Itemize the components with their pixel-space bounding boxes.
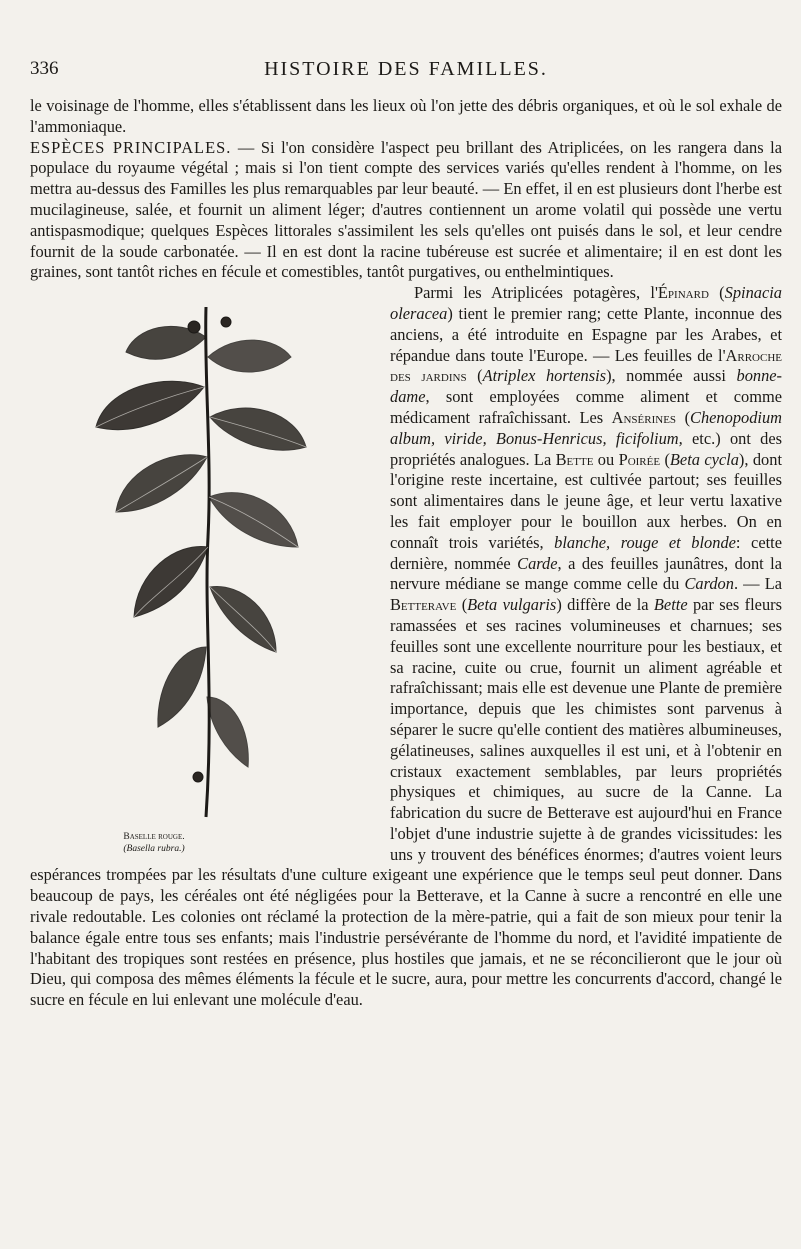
caption-latin-name: (Basella rubra.) (123, 844, 185, 855)
term-poiree: Poirée (618, 449, 661, 469)
text-run: ( (708, 283, 725, 303)
term-bette: Bette (555, 449, 594, 469)
text-run: , sont employées comme aliment et comme médicament rafraîchissant. Les (390, 387, 782, 427)
term-arroche: Arroche des jardins (390, 345, 782, 386)
term-anserines: Ansérines (611, 407, 677, 427)
text-run: ( (660, 449, 670, 469)
text-run: ou (593, 449, 619, 469)
paragraph-especes (30, 138, 782, 284)
plant-illustration (30, 287, 380, 865)
latin-spinacia: Spinacia oleracea (390, 283, 782, 323)
text-run: par ses fleurs ramassées et ses racines volumineuses et charnues; ses feuilles sont une excellente nourriture pour les bestiaux, et sa racine, cuite ou crue, fournit un aliment agréable et rafraîchissant; mais elle est devenue une Plante de première importance, depuis que les chimistes sont parvenus à séparer le sucre qu'elle contient des matières albumineuses, gélatineuses, salines auxquelles il est uni, et à l'obtenir en cristaux exactement semblables, par leurs propriétés physiques et chimiques, au sucre de la Canne. La fabrication du sucre de Betterave est aujourd'hui en France l'objet d'une industrie sujette à de grandes vicissitudes: les uns y trouvent des bénéfices énormes; d'autres voient leurs espérances trompées par les résultats d'une culture exigeant une expérience que le temps seul peut donner. Dans beaucoup de pays, les céréales ont été négligées pour la Betterave, et la Canne à sucre a rencontré en elle une rivale redoutable. Les colonies ont réclamé la protection de la mère-patrie, qui a fait de son mieux pour tenir la balance égale entre tous ses enfants; mais l'industrie persévérante de l'homme du nord, et l'avidité impatiente de l'habitant des tropiques sont restées en présence, plus hostiles que jamais, et ne se réconcilieront que le jour où Dieu, qui composa des mêmes éléments la fécule et le sucre, aura, pour mettre les concurrents d'accord, changé le sucre en fécule en lui enlevant une molécule d'eau. (30, 595, 782, 1010)
text-run: . — La (733, 574, 782, 594)
text-run: ), dont l'origine reste incertaine, est cultivée partout; ses feuilles sont alimentaires dans le jeune âge, et leur vertu laxative les fait employer pour le bouillon aux herbes. On en connaît trois variétés, (390, 449, 782, 552)
text-run: ), nommée aussi (606, 366, 737, 386)
text-run: ( (676, 407, 691, 427)
paragraph-intro: le voisinage de l'homme, elles s'établissent dans les lieux où l'on jette des débris organiques, et où le sol exhale de l'ammoniaque. (30, 96, 782, 136)
body-text (30, 96, 782, 1011)
text-run: ( (466, 366, 483, 386)
text-run: , a des feuilles jaunâtres, dont la nervure médiane se mange comme celle du (390, 553, 782, 594)
basella-engraving (86, 297, 316, 822)
term-epinard: Épinard (657, 283, 709, 303)
text-run: Parmi les Atriplicées potagères, l' (414, 283, 658, 303)
term-bette-italic: Bette (653, 595, 688, 615)
term-bonne-dame: bonne-dame (390, 366, 783, 407)
section-heading: ESPÈCES PRINCIPALES. (30, 137, 232, 157)
page-header (30, 58, 782, 88)
latin-chenopodium: Chenopodium album, viride, Bonus-Henricus, ficifolium, (390, 407, 782, 448)
latin-atriplex: Atriplex hortensis (482, 366, 607, 386)
figure-caption (104, 831, 204, 855)
term-carde: Carde (517, 553, 558, 573)
text-run: ) diffère de la (556, 595, 654, 615)
term-betterave: Betterave (390, 595, 457, 615)
text-run: ( (456, 595, 468, 615)
text-run: : cette dernière, nommée (390, 532, 782, 573)
page-number: 336 (30, 58, 59, 79)
latin-beta-vulgaris: Beta vulgaris (467, 595, 557, 615)
term-cardon: Cardon (684, 574, 734, 594)
text-run: — Si l'on considère l'aspect peu brillant des Atriplicées, on les rangera dans la populace du royaume végétal ; mais si l'on tient compte des services variés qu'elles rendent à l'homme, on les mettra au-dessus des Familles les plus remarquables par leur beauté. — En effet, il en est plusieurs dont l'herbe est mucilagineuse, salée, et fournit un aliment léger; d'autres contiennent un arome volatil qui possède une vertu antispasmodique; quelques Espèces littorales s'assimilent les sels qu'elles ont puisés dans le sol, et leur cendre fournit de la soude carbonatée. — Il en est dont la racine tubéreuse est sucrée et alimentaire; il en est dont les graines, sont tantôt riches en fécule et comestibles, tantôt purgatives, ou enthelmintiques. (30, 137, 782, 282)
caption-common-name: Baselle rouge. (123, 832, 185, 843)
running-head: HISTOIRE DES FAMILLES. (264, 58, 548, 80)
latin-beta-cycla: Beta cycla (669, 449, 739, 469)
term-varietes: blanche, rouge et blonde (554, 532, 736, 552)
text-run: ) tient le premier rang; cette Plante, inconnue des anciens, a été introduite en Espagne par les Arabes, et répandue dans toute l'Europe. — Les feuilles de l' (390, 303, 782, 365)
text-run: etc.) ont des propriétés analogues. La (390, 428, 782, 469)
